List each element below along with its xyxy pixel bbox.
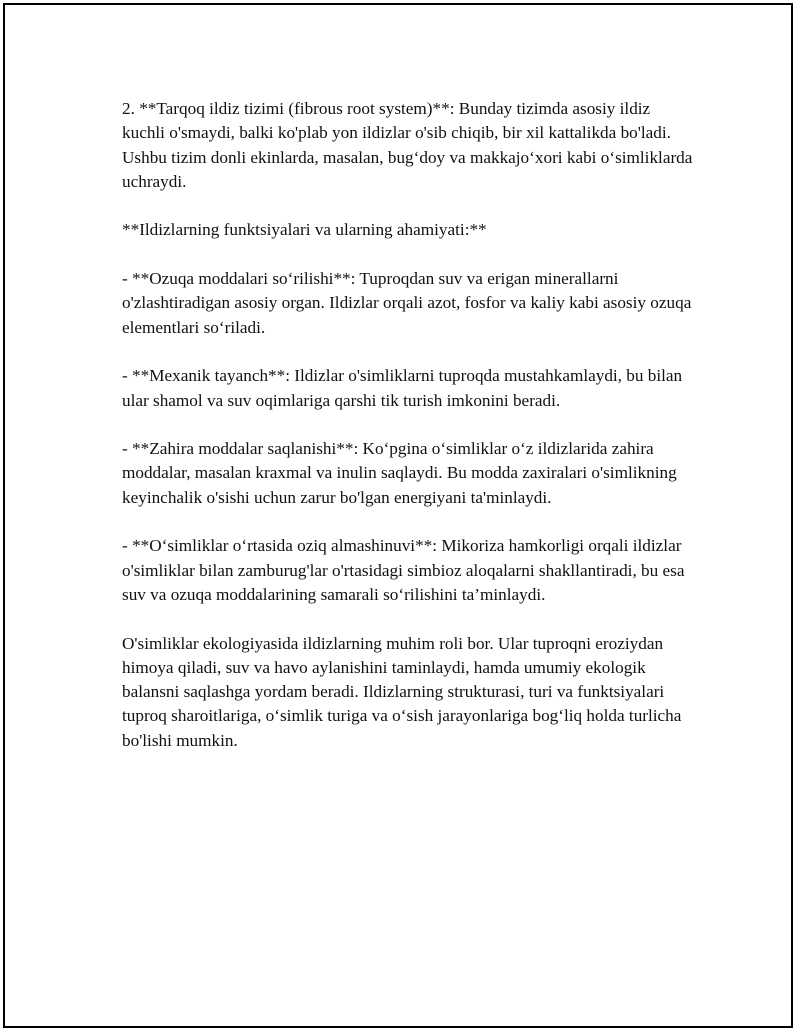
page-frame	[3, 3, 793, 1028]
list-item-nutrient-absorption: - **Ozuqa moddalari so‘rilishi**: Tuproqdan suv va erigan minerallarni o'zlashtiradigan asosiy organ. Ildizlar orqali azot, fosfor va kaliy kabi asosiy ozuqa elementlari so‘riladi.	[122, 269, 692, 337]
list-item-storage: - **Zahira moddalar saqlanishi**: Ko‘pgina o‘simliklar o‘z ildizlarida zahira moddalar, masalan kraxmal va inulin saqlaydi. Bu modda zaxiralari o'simlikning keyinchalik o'sishi uchun zarur bo'lgan energiyani ta'minlaydi.	[122, 439, 677, 507]
list-item-nutrient-exchange: - **O‘simliklar o‘rtasida oziq almashinuvi**: Mikoriza hamkorligi orqali ildizlar o'simliklar bilan zamburug'lar o'rtasidagi simbioz aloqalarni shakllantiradi, bu esa suv va ozuqa moddalarining samarali so‘rilishini ta’minlaydi.	[122, 536, 685, 604]
heading-root-functions: **Ildizlarning funktsiyalari va ularning ahamiyati:**	[122, 220, 487, 240]
document-body	[122, 97, 697, 777]
paragraph-ecology: O'simliklar ekologiyasida ildizlarning muhim roli bor. Ular tuproqni eroziydan himoya qiladi, suv va havo aylanishini taminlaydi, hamda umumiy ekologik balansni saqlashga yordam beradi. Ildizlarning strukturasi, turi va funktsiyalari tuproq sharoitlariga, o‘simlik turiga va o‘sish jarayonlariga bog‘liq holda turlicha bo'lishi mumkin.	[122, 633, 682, 750]
list-item-mechanical-support: - **Mexanik tayanch**: Ildizlar o'simliklarni tuproqda mustahkamlaydi, bu bilan ular shamol va suv oqimlariga qarshi tik turish imkonini beradi.	[122, 366, 683, 410]
paragraph-fibrous-root-system: 2. **Tarqoq ildiz tizimi (fibrous root system)**: Bunday tizimda asosiy ildiz kuchli o'smaydi, balki ko'plab yon ildizlar o'sib chiqib, bir xil kattalikda bo'ladi. Ushbu tizim donli ekinlarda, masalan, bug‘doy va makkajo‘xori kabi o‘simliklarda uchraydi.	[122, 99, 693, 191]
